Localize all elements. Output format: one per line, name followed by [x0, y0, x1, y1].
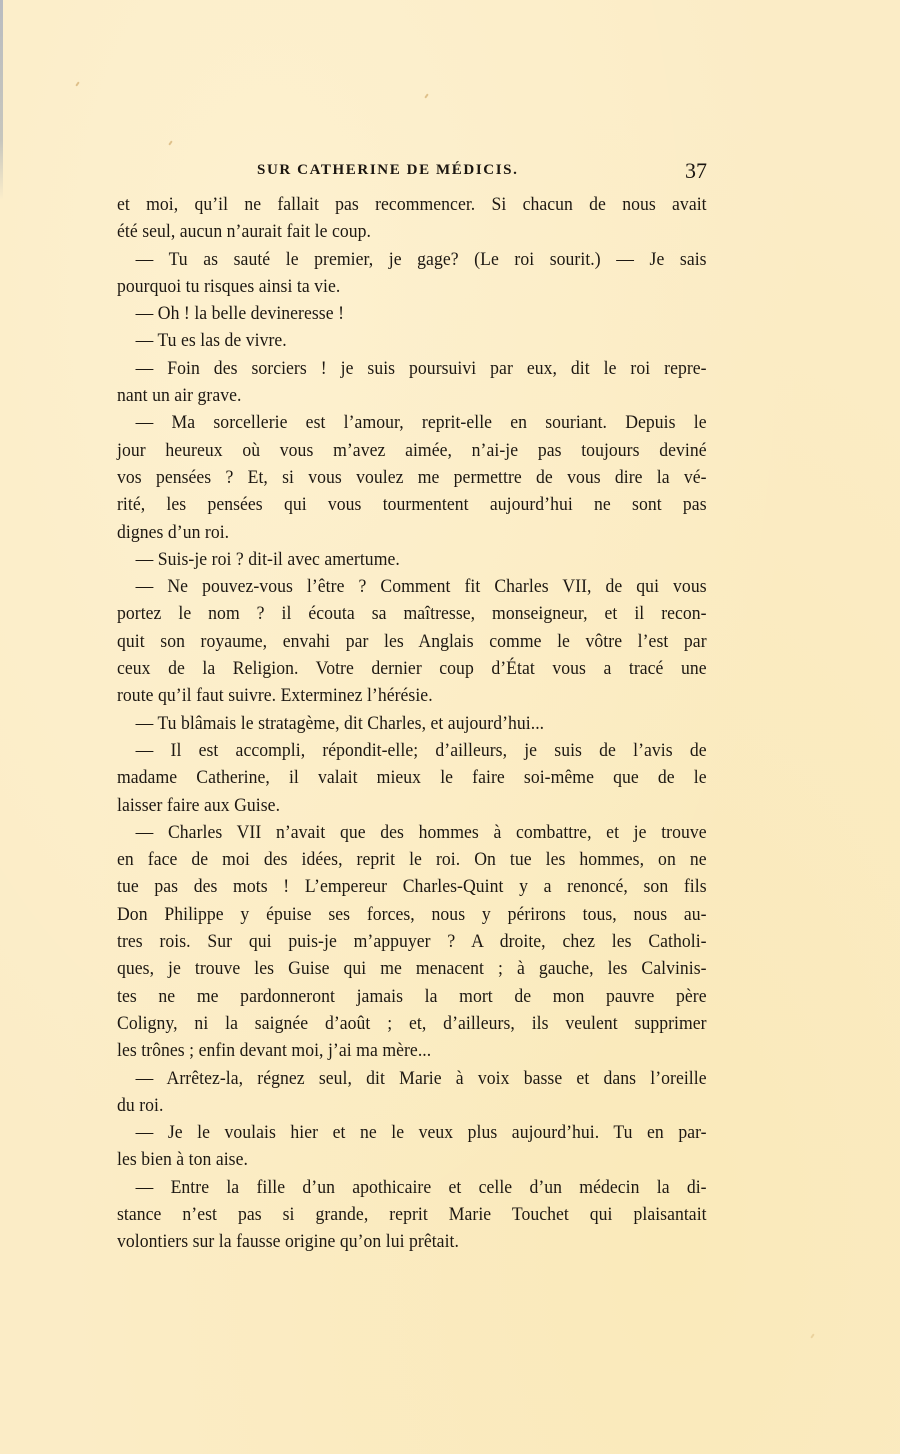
text-line: été seul, aucun n’aurait fait le coup.	[117, 221, 371, 243]
text-line: portez le nom ? il écouta sa maîtresse, monseigneur, et il recon-	[117, 603, 707, 625]
text-line: les bien à ton aise.	[117, 1149, 248, 1171]
text-line: en face de moi des idées, reprit le roi. On tue les hommes, on ne	[117, 849, 707, 871]
text-line: pourquoi tu risques ainsi ta vie.	[117, 275, 341, 297]
text-line: — Foin des sorciers ! je suis poursuivi par eux, dit le roi repre-	[135, 357, 707, 379]
text-line: — Suis-je roi ? dit-il avec amertume.	[135, 548, 400, 570]
body-text	[117, 191, 707, 1256]
text-line: — Oh ! la belle devineresse !	[135, 303, 345, 325]
text-line: — Tu as sauté le premier, je gage? (Le roi sourit.) — Je sais	[135, 248, 707, 270]
running-title: SUR CATHERINE DE MÉDICIS.	[257, 162, 519, 178]
text-line: laisser faire aux Guise.	[117, 794, 281, 816]
text-line: tue pas des mots ! L’empereur Charles-Quint y a renoncé, son fils	[117, 876, 707, 898]
running-head	[117, 158, 707, 188]
text-line: du roi.	[117, 1094, 164, 1116]
text-line: stance n’est pas si grande, reprit Marie Touchet qui plaisantait	[117, 1203, 707, 1225]
page-number: 37	[685, 158, 707, 183]
text-line: dignes d’un roi.	[117, 521, 230, 543]
paper-speck	[810, 1333, 815, 1338]
paper-speck	[168, 140, 173, 145]
text-line: — Ma sorcellerie est l’amour, reprit-elle en souriant. Depuis le	[135, 412, 707, 434]
text-line: — Charles VII n’avait que des hommes à combattre, et je trouve	[135, 821, 707, 843]
text-line: — Il est accompli, répondit-elle; d’ailleurs, je suis de l’avis de	[135, 739, 707, 761]
text-line: nant un air grave.	[117, 385, 242, 407]
text-line: ceux de la Religion. Votre dernier coup d’État vous a tracé une	[117, 658, 707, 680]
text-line: tres rois. Sur qui puis-je m’appuyer ? A droite, chez les Catholi-	[117, 931, 707, 953]
text-line: — Tu es las de vivre.	[135, 330, 287, 352]
text-line: Coligny, ni la saignée d’août ; et, d’ailleurs, ils veulent supprimer	[117, 1012, 707, 1034]
paper-speck	[424, 93, 429, 98]
text-line: jour heureux où vous m’avez aimée, n’ai-je pas toujours deviné	[117, 439, 707, 461]
text-line: madame Catherine, il valait mieux le faire soi-même que de le	[117, 767, 707, 789]
text-line: — Ne pouvez-vous l’être ? Comment fit Charles VII, de qui vous	[135, 576, 707, 598]
scan-edge-strip	[0, 0, 3, 200]
text-line: vos pensées ? Et, si vous voulez me permettre de vous dire la vé-	[117, 466, 707, 488]
text-line: — Je le voulais hier et ne le veux plus aujourd’hui. Tu en par-	[135, 1122, 707, 1144]
paper-speck	[75, 81, 80, 86]
text-line: Don Philippe y épuise ses forces, nous y périrons tous, nous au-	[117, 903, 707, 925]
text-line: — Tu blâmais le stratagème, dit Charles, et aujourd’hui...	[135, 712, 545, 734]
text-line: route qu’il faut suivre. Exterminez l’hérésie.	[117, 685, 433, 707]
text-line: — Entre la fille d’un apothicaire et celle d’un médecin la di-	[135, 1176, 707, 1198]
text-line: et moi, qu’il ne fallait pas recommencer. Si chacun de nous avait	[117, 194, 707, 215]
text-line: tes ne me pardonneront jamais la mort de mon pauvre père	[117, 985, 707, 1007]
text-line: les trônes ; enfin devant moi, j’ai ma mère...	[117, 1040, 432, 1062]
text-line: ques, je trouve les Guise qui me menacent ; à gauche, les Calvinis-	[117, 958, 707, 980]
text-line: rité, les pensées qui vous tourmentent aujourd’hui ne sont pas	[117, 494, 707, 516]
text-line: volontiers sur la fausse origine qu’on lui prêtait.	[117, 1231, 459, 1253]
text-line: quit son royaume, envahi par les Anglais comme le vôtre l’est par	[117, 630, 707, 652]
text-line: — Arrêtez-la, régnez seul, dit Marie à voix basse et dans l’oreille	[135, 1067, 707, 1089]
